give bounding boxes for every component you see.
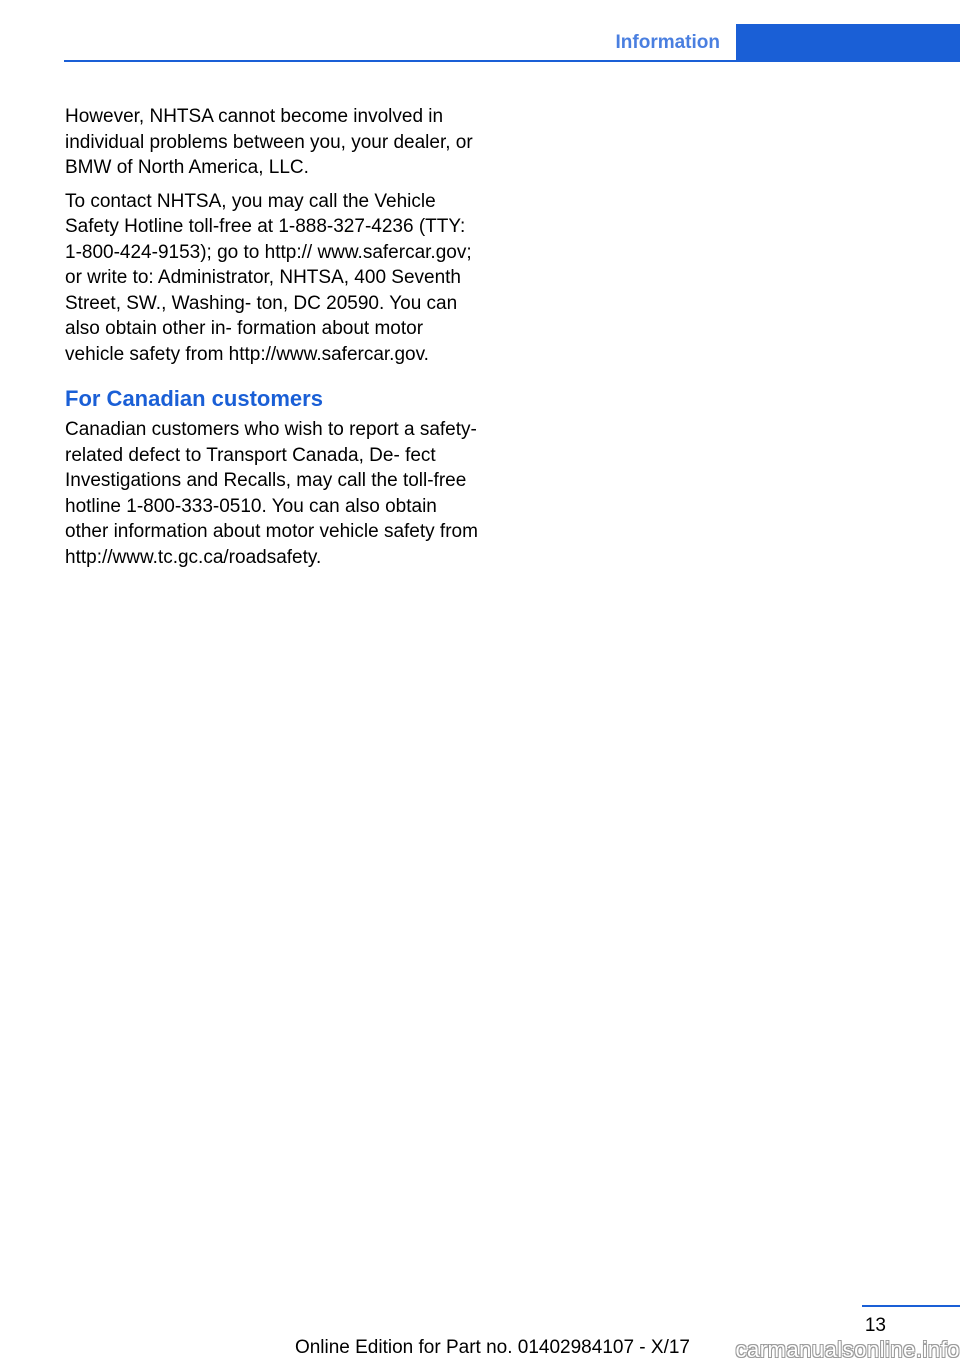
paragraph-canadian-customers: Canadian customers who wish to report a safety-related defect to Transport Canada, De- fect Investigations and Recalls, may call the toll-free hotline 1-800-333-0510. You can also obtain other information about motor vehicle safety from http://www.tc.gc.ca/roadsafety.: [65, 419, 478, 568]
main-content: [65, 104, 485, 578]
page-number: 13: [864, 1315, 886, 1336]
section-heading-canadian-customers: For Canadian customers: [65, 386, 323, 411]
header-divider: [64, 60, 960, 62]
watermark: carmanualsonline.info: [735, 1337, 960, 1362]
section-title: Information: [615, 32, 720, 53]
edition-footer: Online Edition for Part no. 01402984107 - X/17: [294, 1337, 690, 1358]
paragraph-nhtsa-contact: To contact NHTSA, you may call the Vehicle Safety Hotline toll-free at 1-888-327-4236 (TTY: 1-800-424-9153); go to http:// www.safercar.gov; or write to: Administrator, NHTSA, 400 Seventh Street, SW., Washing- ton, DC 20590. You can also obtain other in- formation about motor vehicle safety from http://www.safercar.gov.: [65, 190, 472, 365]
footer-divider: [862, 1305, 960, 1307]
paragraph-nhtsa-involvement: However, NHTSA cannot become involved in individual problems between you, your dealer, or BMW of North America, LLC.: [65, 106, 473, 178]
header-accent-block: [736, 24, 960, 62]
